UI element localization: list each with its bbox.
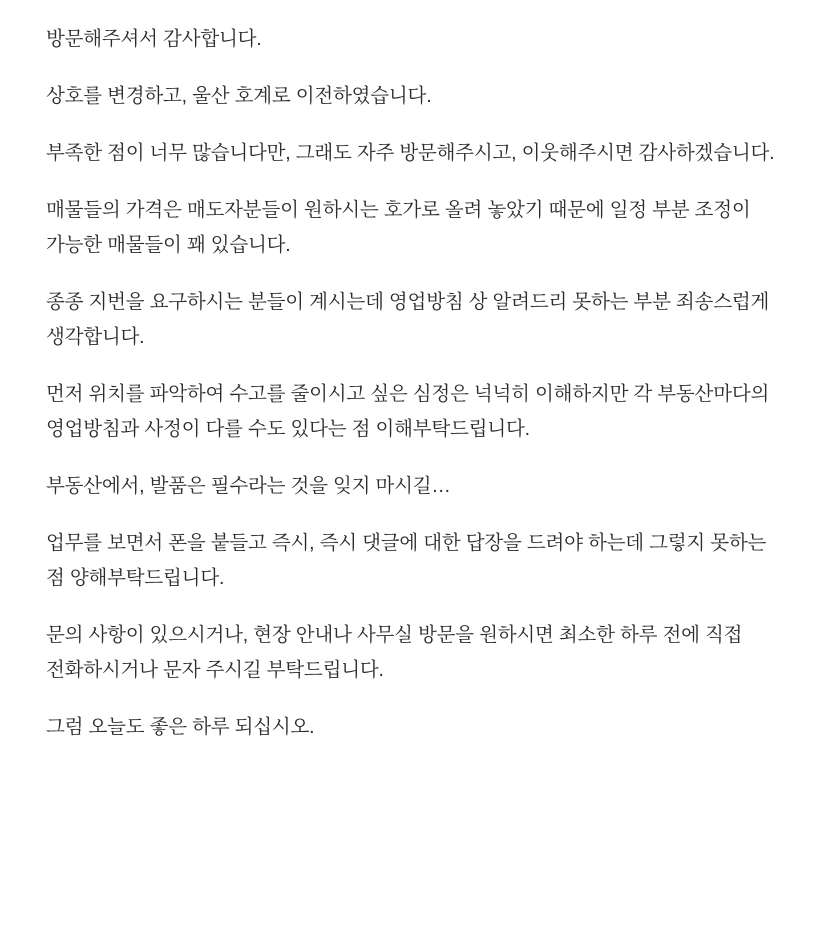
paragraph-reply-delay: 업무를 보면서 폰을 붙들고 즉시, 즉시 댓글에 대한 답장을 드려야 하는데 그렇지 못하는 점 양해부탁드립니다. (46, 532, 772, 589)
paragraph-contact-request: 문의 사항이 있으시거나, 현장 안내나 사무실 방문을 원하시면 최소한 하루 전에 직접 전화하시거나 문자 주시길 부탁드립니다. (46, 624, 748, 681)
paragraph-legwork-note: 부동산에서, 발품은 필수라는 것을 잊지 마시길… (46, 475, 451, 497)
paragraph-relocation: 상호를 변경하고, 울산 호계로 이전하였습니다. (46, 85, 432, 107)
paragraph-closing: 그럼 오늘도 좋은 하루 되십시오. (46, 716, 315, 738)
paragraph-lot-number-policy: 종종 지번을 요구하시는 분들이 계시는데 영업방침 상 알려드리 못하는 부분 죄송스럽게 생각합니다. (46, 291, 775, 348)
paragraph-policy-understanding: 먼저 위치를 파악하여 수고를 줄이시고 싶은 심정은 넉넉히 이해하지만 각 부동산마다의 영업방침과 사정이 다를 수도 있다는 점 이해부탁드립니다. (46, 383, 775, 440)
paragraph-apology-visits: 부족한 점이 너무 많습니다만, 그래도 자주 방문해주시고, 이웃해주시면 감사하겠습니다. (46, 142, 775, 164)
paragraph-pricing: 매물들의 가격은 매도자분들이 원하시는 호가로 올려 놓았기 때문에 일정 부분 조정이 가능한 매물들이 꽤 있습니다. (46, 199, 756, 256)
paragraph-greeting: 방문해주셔서 감사합니다. (46, 28, 262, 50)
